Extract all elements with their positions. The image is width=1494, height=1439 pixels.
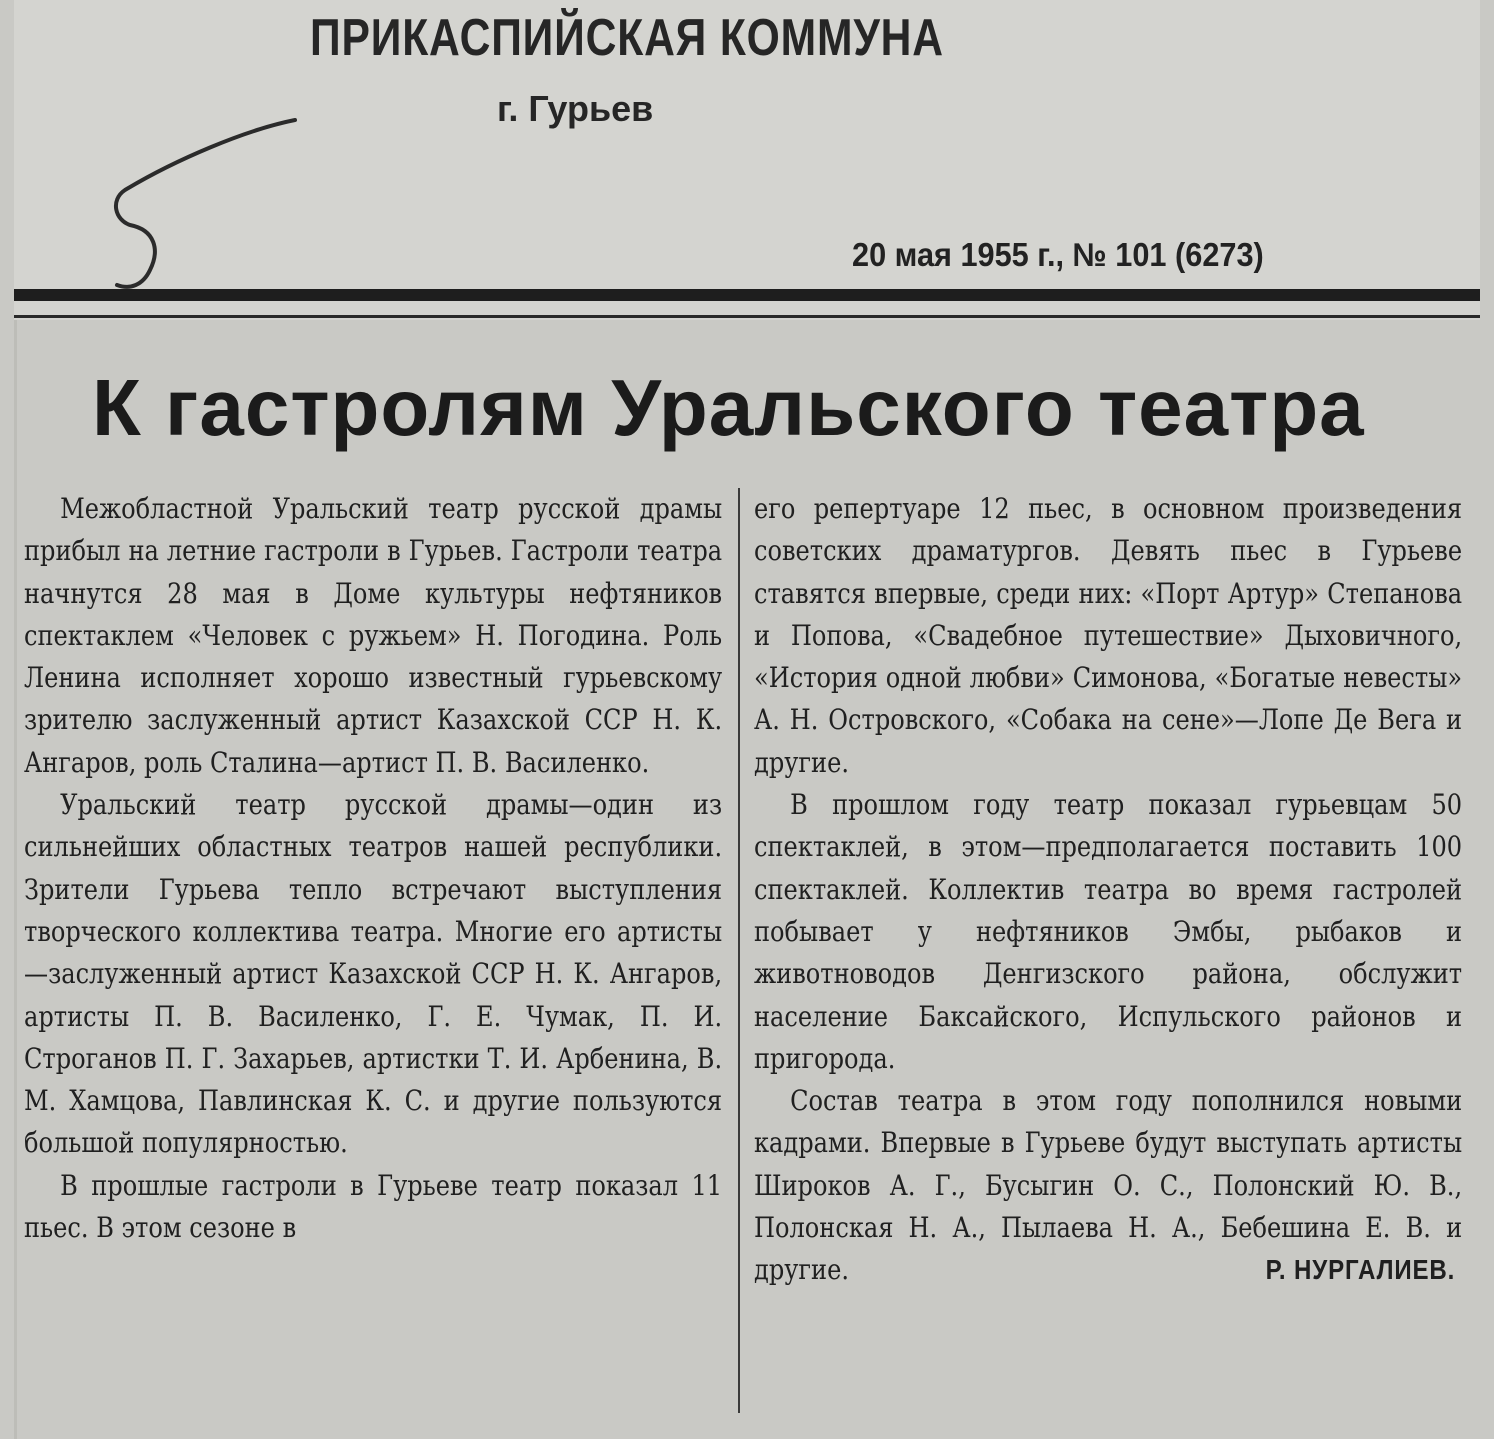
paragraph: Межобластной Уральский театр русской драмы прибыл на летние гастроли в Гурьев. Гастроли театра начнутся 28 мая в Доме культуры нефтяников спектаклем «Человек с ружьем» Н. Погодина. Роль Ленина исполняет хорошо известный гурьевскому зрителю заслуженный артист Казахской ССР Н. К. Ангаров, роль Сталина—артист П. В. Василенко. [24,492,723,779]
city-stamp: г. Гурьев [497,88,654,129]
paragraph: его репертуаре 12 пьес, в основном произведения советских драматургов. Девять пьес в Гурьеве ставятся впервые, среди них: «Порт Артур» Степанова и Попова, «Свадебное путешествие» Дыховичного, «История одной любви» Симонова, «Богатые невесты» А. Н. Островского, «Собака на сене»—Лопе Де Вега и другие. [754,492,1463,779]
article-column-left [24,488,722,1249]
article-column-right [754,488,1462,1292]
article-headline: К гастролям Уральского театра [92,363,1365,452]
paragraph-text: Состав театра в этом году пополнился новыми кадрами. Впервые в Гурьеве будут выступать артисты Широков А. Г., Бусыгин О. С., Полонский Ю. В., Полонская Н. А., Пылаева Н. А., Бебешина Е. В. и другие. [754,1084,1463,1287]
header-rule-thick [14,289,1480,301]
paragraph: В прошлые гастроли в Гурьеве театр показал 11 пьес. В этом сезоне в [24,1168,723,1245]
paragraph [754,1080,1462,1291]
header-rule-thin [14,315,1480,318]
column-divider [738,488,740,1413]
author-signature: Р. НУРГАЛИЕВ. [1265,1254,1456,1286]
paragraph: В прошлом году театр показал гурьевцам 50 спектаклей, в этом—предполагается поставить 100 спектаклей. Коллектив театра во время гастролей побывает у нефтяников Эмбы, рыбаков и животноводов Денгизского района, обслужит население Баксайского, Испульского районов и пригорода. [754,788,1463,1075]
handwritten-mark [95,100,395,300]
newspaper-name-stamp: ПРИКАСПИЙСКАЯ КОММУНА [310,9,944,67]
issue-date-number: 20 мая 1955 г., № 101 (6273) [852,236,1264,273]
paragraph: Уральский театр русской драмы—один из сильнейших областных театров нашей республики. Зрители Гурьева тепло встречают выступления творческого коллектива театра. Многие его артисты—заслуженный артист Казахской ССР Н. К. Ангаров, артисты П. В. Василенко, Г. Е. Чумак, П. И. Строганов П. Г. Захарьев, артистки Т. И. Арбенина, В. М. Хамцова, Павлинская К. С. и другие пользуются большой популярностью. [24,788,723,1160]
